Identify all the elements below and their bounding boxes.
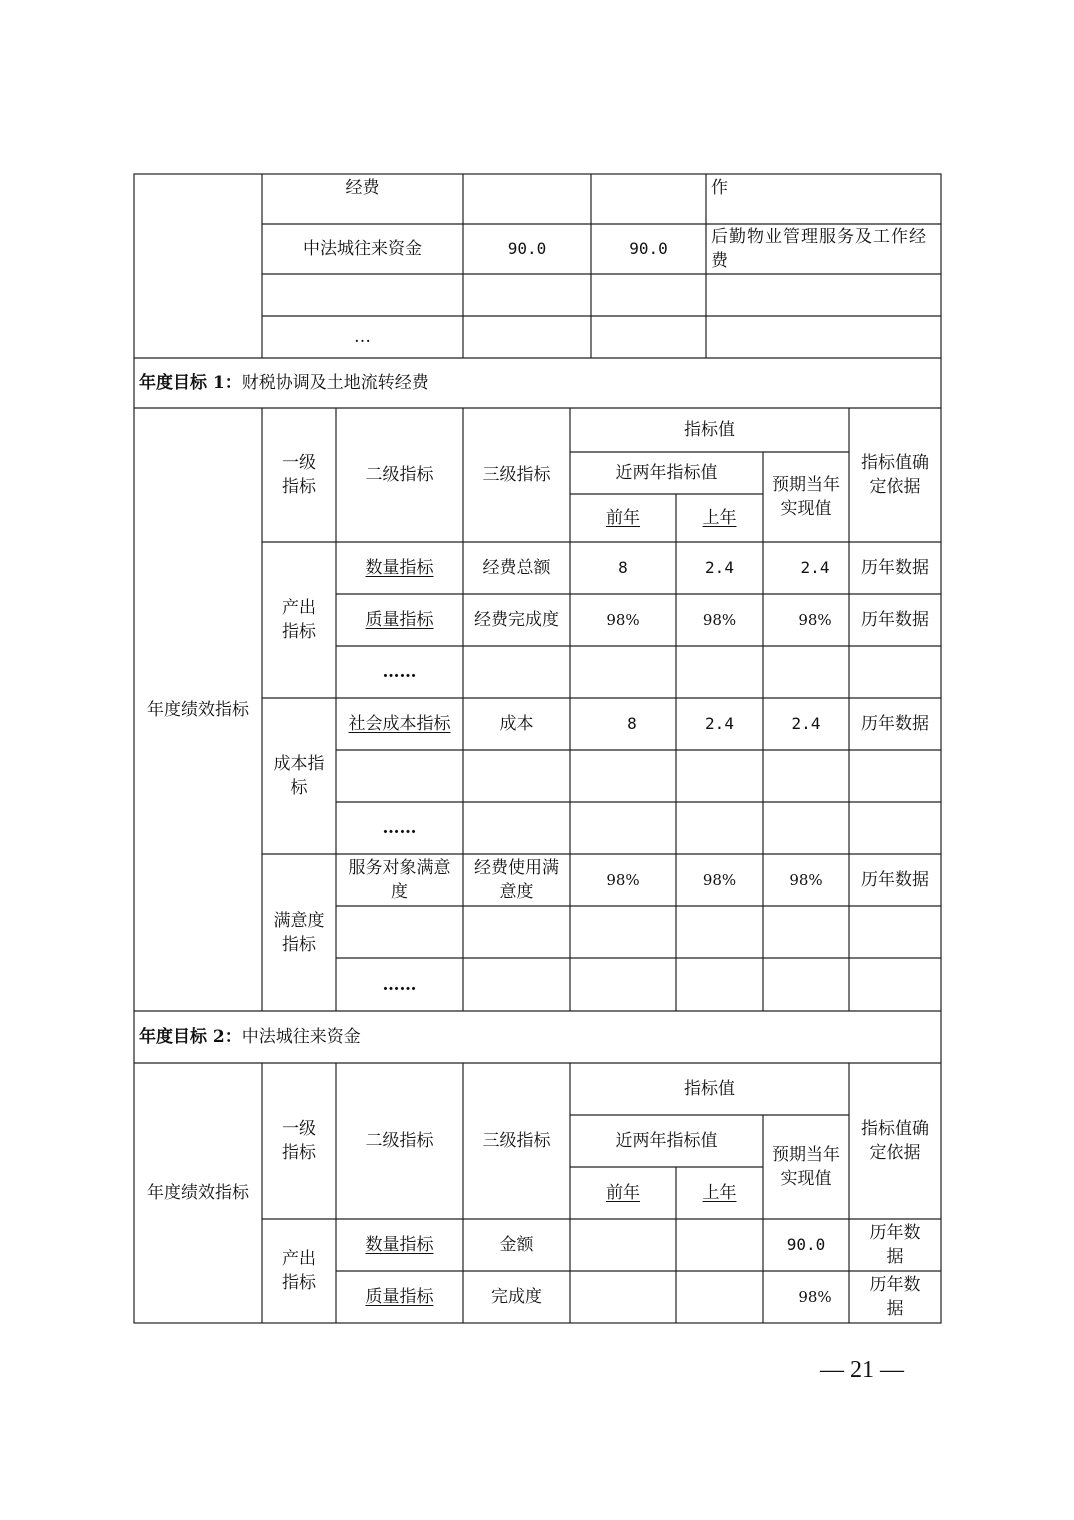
goal2-label: 年度目标 2：: [139, 1027, 242, 1047]
goal1-row3-prev: 8: [627, 714, 637, 733]
goal1-row3-l2: [336, 698, 463, 750]
goal1-group-output: 产出指标: [282, 598, 316, 642]
goal2-row0-l2: [336, 1219, 463, 1271]
goal1-header-level3: 三级指标: [482, 465, 551, 485]
goal1-row0-l2: [336, 542, 463, 594]
goal1-row6-last: 98%: [702, 871, 737, 889]
goal1-row3-l2-text: 社会成本指标: [348, 714, 451, 734]
goal1-row1-last: 98%: [702, 611, 737, 629]
goal1-row1-basis: 历年数据: [861, 610, 929, 630]
goal2-text: 中法城往来资金: [241, 1027, 361, 1047]
goal1-header-basis: 指标值确定依据: [861, 453, 929, 497]
goal1-row1-l2-text: 质量指标: [365, 610, 434, 630]
cont-row1-item: 经费: [345, 178, 380, 198]
goal2-header-recent-two-years: 近两年指标值: [615, 1131, 718, 1151]
goal2-header-level3: 三级指标: [482, 1131, 551, 1151]
goal1-row6-expected: 98%: [789, 871, 823, 889]
goal2-row1-l2: [336, 1271, 463, 1323]
goal2-row1-expected: 98%: [798, 1288, 832, 1306]
goal1-row3-last: 2.4: [705, 714, 734, 733]
goal1-row5-l2: ……: [382, 818, 417, 838]
goal1-prev-year-text: 前年: [606, 508, 640, 528]
goal1-group-cost: 成本指标: [273, 754, 325, 798]
goal1-header-recent-two-years: 近两年指标值: [615, 463, 718, 483]
goal1-row3-basis: 历年数据: [861, 714, 929, 734]
goal1-row6-l3: 经费使用满意度: [474, 858, 559, 902]
goal1-label: 年度目标 1：: [139, 373, 242, 393]
goal1-row0-l3: 经费总额: [482, 558, 551, 578]
page-number: — 21 —: [820, 1357, 904, 1383]
goal1-header-expected: 预期当年实现值: [772, 475, 840, 519]
goal1-header-last-year: [676, 494, 763, 542]
goal2-title: [134, 1011, 941, 1063]
cont-row2-v2: 90.0: [629, 239, 668, 258]
cont-row1-note: 作: [711, 178, 728, 198]
goal2-last-year-text: 上年: [702, 1183, 737, 1203]
goal2-header-level1: 一级指标: [282, 1119, 316, 1163]
goal1-side-label: 年度绩效指标: [147, 699, 249, 720]
goal1-group-satisfaction: 满意度指标: [273, 910, 325, 955]
goal2-header-last-year: [676, 1167, 763, 1219]
goal1-text: 财税协调及土地流转经费: [241, 373, 429, 393]
goal1-row6-l2: 服务对象满意度: [348, 858, 451, 902]
goal2-row0-l2-text: 数量指标: [365, 1235, 434, 1255]
goal1-header-level2: 二级指标: [365, 465, 434, 485]
goal1-row8-l2: ……: [382, 974, 417, 995]
goal1-row1-prev: 98%: [606, 611, 640, 629]
goal2-row1-l3: 完成度: [491, 1287, 542, 1307]
goal2-group-output: 产出指标: [282, 1249, 316, 1293]
goal1-header-level1: 一级指标: [282, 453, 316, 497]
goal1-row6-prev: 98%: [606, 871, 640, 889]
goal1-row1-expected: 98%: [798, 611, 832, 629]
goal2-prev-year-text: 前年: [606, 1183, 640, 1203]
goal2-header-level2: 二级指标: [365, 1131, 434, 1151]
goal2-row0-expected: 90.0: [786, 1235, 826, 1254]
goal2-row1-l2-text: 质量指标: [365, 1287, 434, 1307]
goal1-row0-basis: 历年数据: [861, 558, 929, 578]
goal2-header-indicator-value: 指标值: [684, 1079, 735, 1099]
goal1-row3-expected: 2.4: [791, 714, 821, 733]
goal1-row2-l2: ……: [382, 662, 417, 682]
cont-row2-v1: 90.0: [507, 239, 547, 258]
goal1-title: [134, 358, 941, 408]
goal1-row6-basis: 历年数据: [861, 870, 929, 890]
goal2-header-basis: 指标值确定依据: [861, 1119, 929, 1163]
goal1-header-prev-year: [570, 494, 676, 542]
goal1-row1-l3: 经费完成度: [474, 610, 559, 630]
cont-row2-note: 后勤物业管理服务及工作经费: [711, 227, 927, 271]
goal2-row0-basis: 历年数据: [869, 1223, 921, 1267]
goal2-header-expected: 预期当年实现值: [772, 1145, 840, 1189]
cont-row4-item: …: [354, 327, 371, 347]
goal1-last-year-text: 上年: [702, 508, 737, 528]
goal1-row0-last: 2.4: [705, 558, 734, 577]
goal2-row1-basis: 历年数据: [869, 1275, 921, 1319]
cont-row2-item: 中法城往来资金: [303, 239, 422, 259]
goal2-side-label: 年度绩效指标: [147, 1183, 249, 1203]
goal2-header-prev-year: [570, 1167, 676, 1219]
goal1-row1-l2: [336, 594, 463, 646]
goal1-row3-l3: 成本: [499, 714, 534, 734]
goal1-row0-prev: 8: [618, 558, 628, 577]
goal1-header-indicator-value: 指标值: [684, 420, 735, 440]
goal2-row0-l3: 金额: [499, 1235, 534, 1255]
goal1-row0-expected: 2.4: [800, 558, 830, 577]
goal1-row0-l2-text: 数量指标: [365, 558, 434, 578]
